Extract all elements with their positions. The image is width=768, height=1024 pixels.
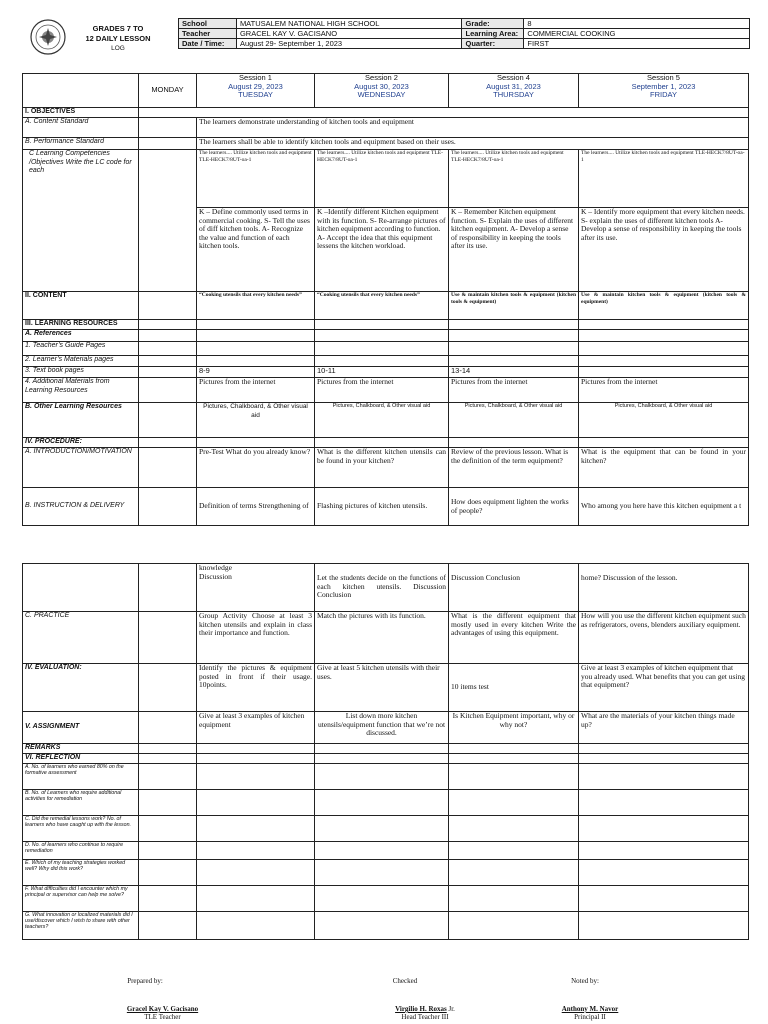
textbook-pages-label: 3. Text book pages xyxy=(23,367,139,378)
grade-label: Grade: xyxy=(462,19,524,29)
content-standard-label: A. Content Standard xyxy=(23,118,139,138)
reflection-item-c: C. Did the remedial lessons work? No. of learners who have caught up with the lesson. xyxy=(23,816,139,842)
ksa-session-4: K – Remember Kitchen equipment function. S- Explain the uses of different kitchen equipment. A- Develop a sense of responsibility in keeping the tools after its use. xyxy=(449,208,579,292)
session-1-date: August 29, 2023 xyxy=(228,81,283,91)
session-4-date: August 31, 2023 xyxy=(486,81,541,91)
quarter-value: FIRST xyxy=(524,39,750,49)
header-info-table xyxy=(178,18,750,49)
references-label: A. References xyxy=(23,330,139,342)
monday-header: MONDAY xyxy=(139,74,197,108)
noted-by-label: Noted by: xyxy=(571,977,599,985)
learning-area-label: Learning Area: xyxy=(462,29,524,39)
ksa-session-1: K – Define commonly used terms in commercial cooking. S- Tell the uses of diff kitchen tools. A- Recognize the value and function of each kitchen tools. xyxy=(197,208,315,292)
session-4-name: Session 4 xyxy=(497,73,530,82)
noted-by-title: Principal II xyxy=(574,1013,606,1021)
textbook-session-4: 13-14 xyxy=(449,367,579,378)
cont-session-1-line-1: knowledge xyxy=(199,563,232,572)
intro-session-5: What is the equipment that can be found in your kitchen? xyxy=(579,448,749,488)
instr-session-5: Who among you here have this kitchen equipment a t xyxy=(579,488,749,526)
session-2-day: WEDNESDAY xyxy=(357,90,406,99)
title-line-3: LOG xyxy=(111,45,125,52)
intro-session-2: What is the different kitchen utensils can be found in your kitchen? xyxy=(315,448,449,488)
cont-session-4: Discussion Conclusion xyxy=(449,564,579,612)
lc-session-4: The learners.... Utilize kitchen tools and equipment TLE-HECK7/8UT-oa-1 xyxy=(449,150,579,208)
eval-session-2: Give at least 5 kitchen utensils with their uses. xyxy=(315,664,449,712)
session-5-header xyxy=(579,74,749,108)
learning-area-value: COMMERCIAL COOKING xyxy=(524,29,750,39)
eval-session-4: 10 items test xyxy=(449,664,579,712)
instruction-label: B. INSTRUCTION & DELIVERY xyxy=(23,488,139,526)
assign-session-2: List down more kitchen utensils/equipment function that we’re not discussed. xyxy=(315,712,449,744)
session-5-date: September 1, 2023 xyxy=(631,81,696,91)
eval-session-5: Give at least 3 examples of kitchen equipment that you already used. What benefits that you can get using that equipment? xyxy=(579,664,749,712)
title-line-1: GRADES 7 TO xyxy=(92,24,144,33)
performance-standard-label: B. Performance Standard xyxy=(23,138,139,150)
eval-session-1: Identify the pictures & equipment posted in front if their usage. 10points. xyxy=(197,664,315,712)
procedure-heading: IV. PROCEDURE: xyxy=(23,438,139,448)
checked-by-title: Head Teacher III xyxy=(401,1013,449,1021)
intro-session-1: Pre-Test What do you already know? xyxy=(197,448,315,488)
title-line-2: 12 DAILY LESSON xyxy=(85,34,151,43)
learning-competencies-label: C Learning Competencies /Objectives Write the LC code for each xyxy=(23,150,139,292)
content-session-4: Use & maintain kitchen tools & equipment (kitchen tools & equipment) xyxy=(449,292,579,320)
other-session-2: Pictures, Chalkboard, & Other visual aid xyxy=(315,403,449,438)
instr-session-1: Definition of terms Strengthening of xyxy=(197,488,315,526)
learning-resources-heading: III. LEARNING RESOURCES xyxy=(23,320,139,330)
evaluation-label: IV. EVALUATION: xyxy=(23,664,139,712)
reflection-item-b: B. No. of Learners who require additional activities for remediation xyxy=(23,790,139,816)
session-1-name: Session 1 xyxy=(239,73,272,82)
reflection-item-d: D. No. of learners who continue to require remediation xyxy=(23,842,139,860)
session-5-name: Session 5 xyxy=(647,73,680,82)
checked-by-name: Virgilio H. Roxas xyxy=(395,1005,447,1013)
deped-seal-icon xyxy=(30,19,66,55)
session-5-day: FRIDAY xyxy=(650,90,677,99)
reflection-item-a: A. No. of learners who earned 80% on the formative assessment xyxy=(23,764,139,790)
date-value: August 29- September 1, 2023 xyxy=(236,39,462,49)
additional-session-4: Pictures from the internet xyxy=(449,378,579,403)
cont-session-5: home? Discussion of the lesson. xyxy=(579,564,749,612)
session-1-day: TUESDAY xyxy=(238,90,273,99)
additional-session-5: Pictures from the internet xyxy=(579,378,749,403)
other-session-4: Pictures, Chalkboard, & Other visual aid xyxy=(449,403,579,438)
session-2-header xyxy=(315,74,449,108)
remarks-label: REMARKS xyxy=(23,744,139,754)
learners-materials-label: 2. Learner’s Materials pages xyxy=(23,356,139,367)
practice-session-1: Group Activity Choose at least 3 kitchen utensils and explain in class their importance and function. xyxy=(197,612,315,664)
assign-session-4: Is Kitchen Equipment important, why or why not? xyxy=(449,712,579,744)
dll-title xyxy=(78,24,158,54)
lesson-grid-page-1 xyxy=(22,73,749,526)
cont-session-1 xyxy=(197,564,315,612)
session-2-name: Session 2 xyxy=(365,73,398,82)
performance-standard-text: The learners shall be able to identify kitchen tools and equipment based on their uses. xyxy=(197,138,749,150)
cont-session-2: Let the students decide on the functions of each kitchen utensils. Discussion Conclusion xyxy=(315,564,449,612)
quarter-label: Quarter: xyxy=(462,39,524,49)
assign-session-1: Give at least 3 examples of kitchen equipment xyxy=(197,712,315,744)
content-session-2: “Cooking utensils that every kitchen needs” xyxy=(315,292,449,320)
intro-session-4: Review of the previous lesson. What is the definition of the term equipment? xyxy=(449,448,579,488)
practice-session-2: Match the pictures with its function. xyxy=(315,612,449,664)
assign-session-5: What are the materials of your kitchen things made up? xyxy=(579,712,749,744)
grade-value: 8 xyxy=(524,19,750,29)
lc-session-2: The learners.... Utilize kitchen tools and equipment TLE-HECK7/8UT-oa-1 xyxy=(315,150,449,208)
prepared-by-label: Prepared by: xyxy=(127,977,163,985)
other-resources-label: B. Other Learning Resources xyxy=(23,403,139,438)
ksa-session-5: K – Identify more equipment that every kitchen needs. S- explain the uses of different kitchen tools A- Develop a sense of responsibility in keeping the tools after its use. xyxy=(579,208,749,292)
session-4-header xyxy=(449,74,579,108)
teacher-value: GRACEL KAY V. GACISANO xyxy=(236,29,462,39)
textbook-session-2: 10-11 xyxy=(315,367,449,378)
practice-session-5: How will you use the different kitchen equipment such as refrigerators, ovens, blenders auxiliary equipment. xyxy=(579,612,749,664)
school-label: School xyxy=(179,19,237,29)
instr-session-4: How does equipment lighten the works of people? xyxy=(449,488,579,526)
textbook-session-1: 8-9 xyxy=(197,367,315,378)
prepared-by-block xyxy=(95,1005,230,1021)
prepared-by-name: Gracel Kay V. Gacisano xyxy=(126,1005,199,1013)
reflection-label: VI. REFLECTION xyxy=(23,754,139,764)
teachers-guide-label: 1. Teacher’s Guide Pages xyxy=(23,342,139,356)
content-standard-text: The learners demonstrate understanding of kitchen tools and equipment xyxy=(197,118,749,138)
other-session-5: Pictures, Chalkboard, & Other visual aid xyxy=(579,403,749,438)
practice-label: C. PRACTICE xyxy=(23,612,139,664)
reflection-item-e: E. Which of my teaching strategies worked well? Why did this work? xyxy=(23,860,139,886)
checked-by-suffix: Jr. xyxy=(448,1005,455,1013)
objectives-heading: I. OBJECTIVES xyxy=(23,108,139,118)
school-value: MATUSALEM NATIONAL HIGH SCHOOL xyxy=(236,19,462,29)
lc-session-1: The learners.... Utilize kitchen tools and equipment TLE-HECK7/8UT-oa-1 xyxy=(197,150,315,208)
additional-session-1: Pictures from the internet xyxy=(197,378,315,403)
session-1-header xyxy=(197,74,315,108)
assignment-label: V. ASSIGNMENT xyxy=(23,712,139,744)
reflection-item-f: F. What difficulties did I encounter which my principal or supervisor can help me solve? xyxy=(23,886,139,912)
prepared-by-title: TLE Teacher xyxy=(144,1013,181,1021)
noted-by-name: Anthony M. Navor xyxy=(561,1005,619,1013)
checked-by-label: Checked xyxy=(392,977,418,985)
content-session-5: Use & maintain kitchen tools & equipment (kitchen tools & equipment) xyxy=(579,292,749,320)
checked-by-block xyxy=(370,1005,480,1021)
practice-session-4: What is the different equipment that mostly used in every kitchen Write the advantages of using this equipment. xyxy=(449,612,579,664)
content-heading: II. CONTENT xyxy=(23,292,139,320)
lesson-grid-page-2 xyxy=(22,563,749,940)
other-session-1: Pictures, Chalkboard, & Other visual aid xyxy=(197,403,315,438)
teacher-label: Teacher xyxy=(179,29,237,39)
session-4-day: THURSDAY xyxy=(493,90,534,99)
content-session-1: “Cooking utensils that every kitchen needs” xyxy=(197,292,315,320)
noted-by-block xyxy=(540,1005,640,1021)
introduction-label: A. INTRODUCTION/MOTIVATION xyxy=(23,448,139,488)
date-label: Date / Time: xyxy=(179,39,237,49)
ksa-session-2: K –Identify different Kitchen equipment with its function. S- Re-arrange pictures of kitchen equipment according to function. A- Accept the idea that this equipment lessens the kitchen workload. xyxy=(315,208,449,292)
reflection-item-g: G. What innovation or localized materials did I use/discover which I wish to share with other teachers? xyxy=(23,912,139,940)
additional-materials-label: 4. Additional Materials from Learning Resources xyxy=(23,378,139,403)
lc-session-5: The learners.... Utilize kitchen tools and equipment TLE-HECK7/8UT-oa-1 xyxy=(579,150,749,208)
additional-session-2: Pictures from the internet xyxy=(315,378,449,403)
cont-session-1-line-2: Discussion xyxy=(199,571,232,581)
session-2-date: August 30, 2023 xyxy=(354,81,409,91)
instr-session-2: Flashing pictures of kitchen utensils. xyxy=(315,488,449,526)
